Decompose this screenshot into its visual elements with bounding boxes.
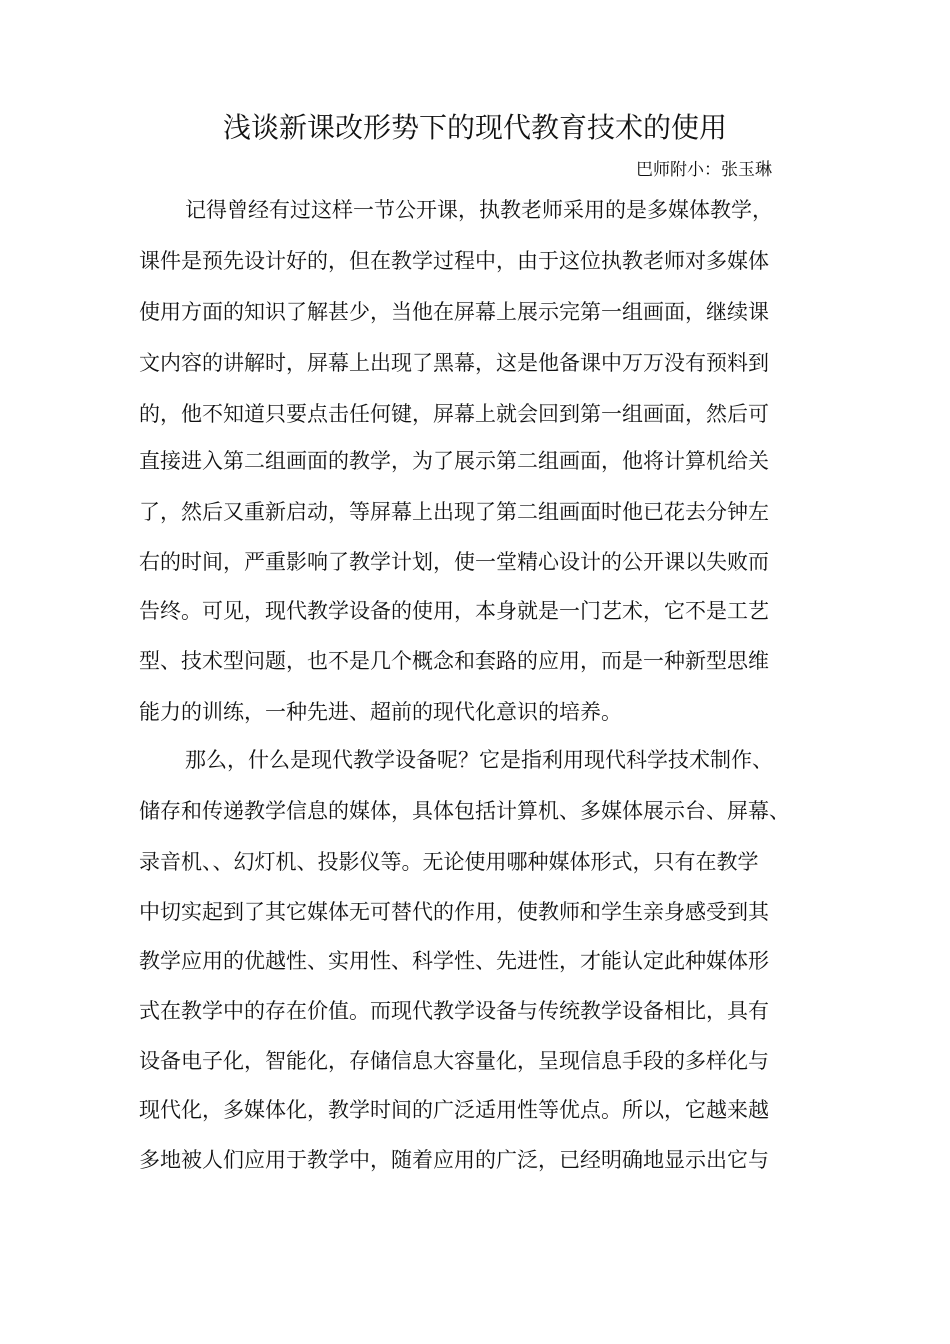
text-line: 告终。可见，现代教学设备的使用，本身就是一门艺术，它不是工艺 [139,599,769,623]
text-line: 直接进入第二组画面的教学，为了展示第二组画面，他将计算机给关 [139,449,769,473]
text-line: 课件是预先设计好的，但在教学过程中，由于这位执教老师对多媒体 [139,249,769,273]
text-line: 型、技术型问题，也不是几个概念和套路的应用，而是一种新型思维 [139,649,769,673]
text-line: 设备电子化，智能化，存储信息大容量化，呈现信息手段的多样化与 [139,1049,769,1073]
author-line: 巴师附小：张玉琳 [636,160,772,180]
text-line: 右的时间，严重影响了教学计划，使一堂精心设计的公开课以失败而 [139,550,769,574]
text-line: 文内容的讲解时，屏幕上出现了黑幕，这是他备课中万万没有预料到 [139,351,769,375]
text-line: 能力的训练，一种先进、超前的现代化意识的培养。 [139,700,622,724]
text-line: 中切实起到了其它媒体无可替代的作用，使教师和学生亲身感受到其 [139,900,769,924]
text-line: 那么，什么是现代教学设备呢？它是指利用现代科学技术制作、 [185,748,773,772]
text-line: 多地被人们应用于教学中，随着应用的广泛，已经明确地显示出它与 [139,1148,769,1172]
text-line: 录音机、、幻灯机、投影仪等。无论使用哪种媒体形式，只有在教学 [139,850,759,874]
text-line: 使用方面的知识了解甚少，当他在屏幕上展示完第一组画面，继续课 [139,300,769,324]
text-line: 教学应用的优越性、实用性、科学性、先进性，才能认定此种媒体形 [139,949,769,973]
text-line: 式在教学中的存在价值。而现代教学设备与传统教学设备相比，具有 [139,999,769,1023]
text-line: 记得曾经有过这样一节公开课，执教老师采用的是多媒体教学， [185,198,773,222]
text-line: 的，他不知道只要点击任何键，屏幕上就会回到第一组画面，然后可 [139,402,769,426]
document-title: 浅谈新课改形势下的现代教育技术的使用 [222,111,727,144]
text-line: 了，然后又重新启动，等屏幕上出现了第二组画面时他已花去分钟左 [139,500,769,524]
text-line: 现代化，多媒体化，教学时间的广泛适用性等优点。所以，它越来越 [139,1098,769,1122]
text-line: 储存和传递教学信息的媒体，具体包括计算机、多媒体展示台、屏幕、 [139,799,790,823]
